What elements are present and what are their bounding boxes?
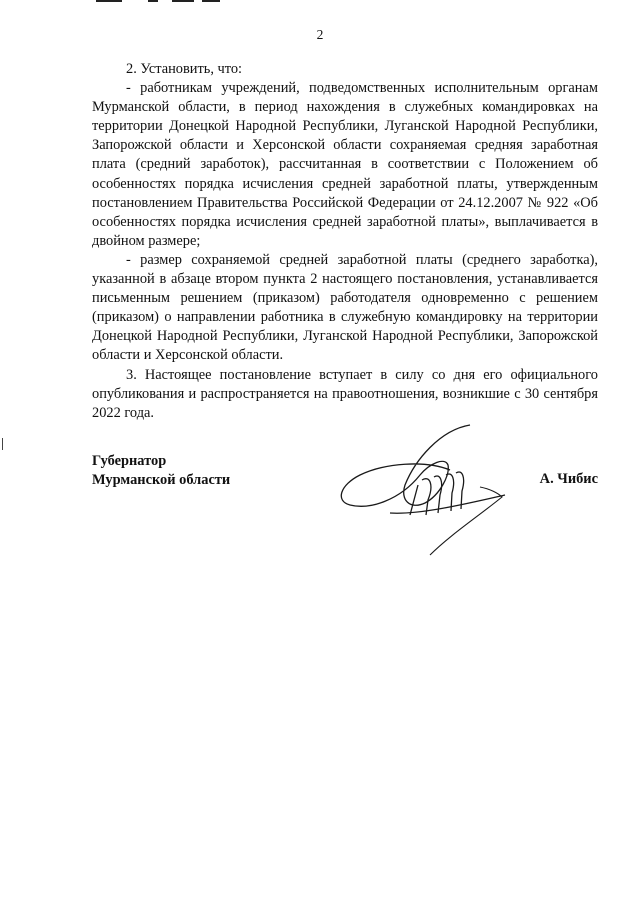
margin-mark [2, 438, 3, 450]
signer-title-line1: Губернатор [92, 453, 167, 469]
scan-artifact [96, 0, 236, 4]
paragraph-point-3: 3. Настоящее постановление вступает в силу со дня его официального опубликования и распространяется на правоотношения, возникшие с 30 сентября 2022 года. [92, 366, 598, 421]
paragraph-bullet-1: - работникам учреждений, подведомственных исполнительным органам Мурманской области, в период нахождения в служебных командировках на территории Донецкой Народной Республики, Луганской Народной Республики, Запорожской области и Херсонской области сохраняемая средняя заработная плата (средний заработок), рассчитанная в соответствии с Положением об особенностях порядка исчисления средней заработной платы, утвержденным постановлением Правительства Российской Федерации от 24.12.2007 № 922 «Об особенностях порядка исчисления средней заработной платы», выплачивается в двойном размере; [92, 80, 598, 249]
handwritten-signature [330, 415, 530, 560]
document-body [92, 60, 598, 423]
signer-title [92, 452, 230, 490]
signer-title-line2: Мурманской области [92, 472, 231, 488]
paragraph-point-2: 2. Установить, что: [126, 61, 243, 77]
signer-name: А. Чибис [539, 471, 598, 487]
paragraph-bullet-2: - размер сохраняемой средней заработной платы (среднего заработка), указанной в абзаце втором пункта 2 настоящего постановления, устанавливается письменным решением (приказом) работодателя одновременно с решением (приказом) о направлении работника в служебную командировку на территории Донецкой Народной Республики, Луганской Народной Республики, Запорожской области и Херсонской области. [92, 251, 598, 364]
page-number: 2 [316, 27, 324, 42]
